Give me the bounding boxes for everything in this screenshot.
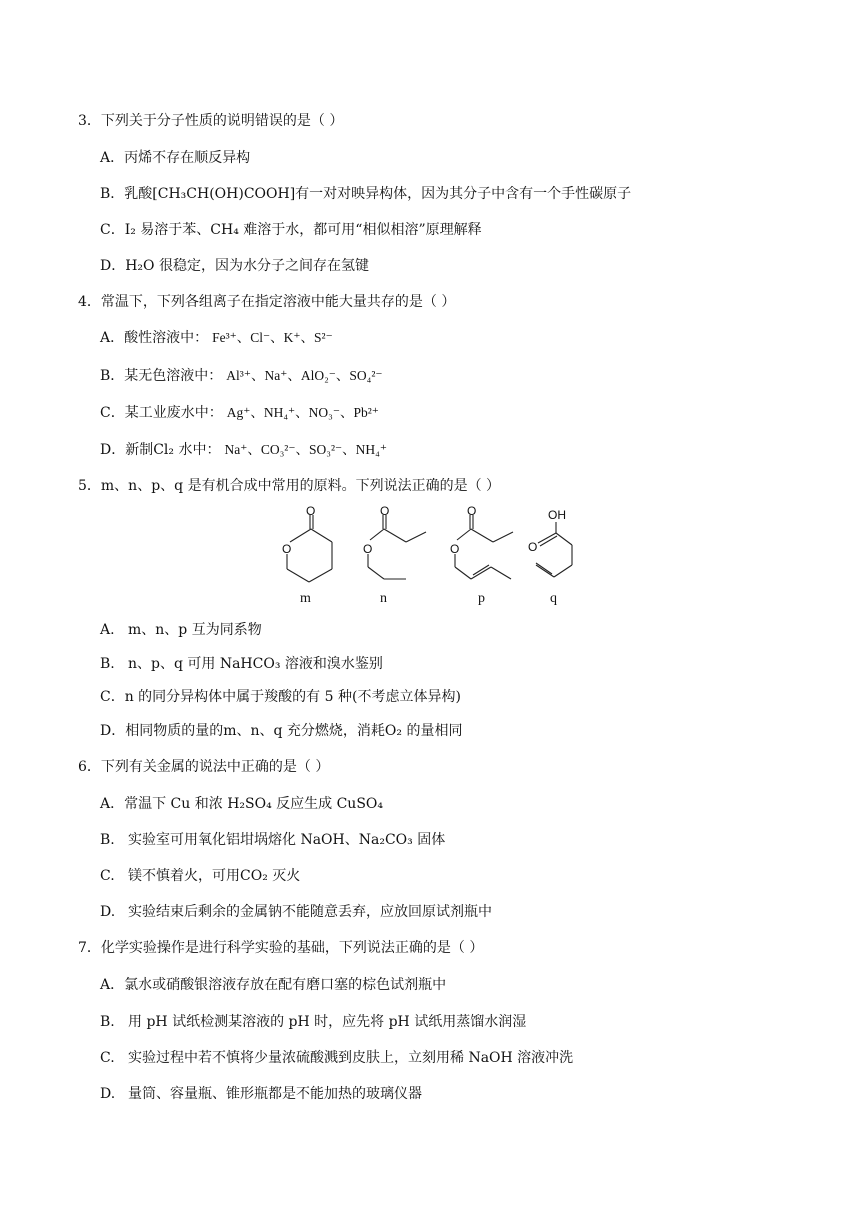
p-ester-o: O bbox=[450, 542, 460, 556]
q6-stem: 6．下列有关金属的说法中正确的是（ ） bbox=[78, 759, 330, 775]
q5-stem: 5．m、n、p、q 是有机合成中常用的原料。下列说法正确的是（ ） bbox=[78, 478, 501, 494]
q4-option-d-ions: Na⁺、CO₃²⁻、SO₃²⁻、NH₄⁺ bbox=[224, 442, 387, 457]
q4-option-c-label: C．某工业废水中： bbox=[100, 405, 223, 421]
q7-option-d bbox=[100, 1084, 422, 1104]
label-n: n bbox=[380, 591, 387, 606]
label-p: p bbox=[478, 591, 485, 606]
q4-option-d bbox=[100, 440, 387, 460]
q7-option-c-label: C. bbox=[100, 1050, 115, 1066]
q5-option-c: C．n 的同分异构体中属于羧酸的有 5 种(不考虑立体异构) bbox=[100, 689, 461, 705]
q3-option-a: A．丙烯不存在顺反异构 bbox=[100, 150, 251, 166]
n-carbonyl-o: O bbox=[380, 504, 390, 518]
q7-option-c bbox=[100, 1048, 573, 1068]
q3-stem: 3．下列关于分子性质的说明错误的是（ ） bbox=[78, 113, 344, 129]
q7-option-d-text: 量筒、容量瓶、锥形瓶都是不能加热的玻璃仪器 bbox=[128, 1086, 422, 1102]
q6-option-c-label: C. bbox=[100, 868, 115, 884]
q-hydroxyl: OH bbox=[548, 508, 566, 522]
q6-option-d bbox=[100, 902, 492, 922]
q7-option-c-text: 实验过程中若不慎将少量浓硫酸溅到皮肤上，立刻用稀 NaOH 溶液冲洗 bbox=[128, 1050, 574, 1066]
molecule-q bbox=[536, 522, 572, 577]
q4-option-a-label: A．酸性溶液中： bbox=[100, 330, 209, 346]
q7-option-a: A．氯水或硝酸银溶液存放在配有磨口塞的棕色试剂瓶中 bbox=[100, 977, 447, 993]
q4-option-b bbox=[100, 366, 383, 386]
p-carbonyl-o: O bbox=[467, 504, 477, 518]
q5-option-a-text: m、n、p 互为同系物 bbox=[128, 622, 262, 638]
q6-option-b-text: 实验室可用氧化铝坩埚熔化 NaOH、Na₂CO₃ 固体 bbox=[128, 832, 446, 848]
m-ring-o: O bbox=[282, 542, 292, 556]
q6-option-b bbox=[100, 830, 445, 850]
molecule-m bbox=[287, 515, 332, 582]
q6-option-d-text: 实验结束后剩余的金属钠不能随意丢弃，应放回原试剂瓶中 bbox=[128, 904, 492, 920]
q4-option-a bbox=[100, 328, 333, 348]
q6-option-a: A．常温下 Cu 和浓 H₂SO₄ 反应生成 CuSO₄ bbox=[100, 796, 384, 812]
q5-option-a bbox=[100, 620, 262, 640]
q4-option-a-ions: Fe³⁺、Cl⁻、K⁺、S²⁻ bbox=[212, 330, 333, 345]
q3-option-b: B．乳酸[CH₃CH(OH)COOH]有一对对映异构体，因为其分子中含有一个手性碳原子 bbox=[100, 186, 632, 202]
q3-option-d: D．H₂O 很稳定，因为水分子之间存在氢键 bbox=[100, 258, 369, 274]
q4-option-b-ions: Al³⁺、Na⁺、AlO₂⁻、SO₄²⁻ bbox=[226, 368, 383, 383]
q7-stem: 7．化学实验操作是进行科学实验的基础，下列说法正确的是（ ） bbox=[78, 940, 484, 956]
q5-option-b-text: n、p、q 可用 NaHCO₃ 溶液和溴水鉴别 bbox=[128, 656, 383, 672]
q7-option-b-text: 用 pH 试纸检测某溶液的 pH 时，应先将 pH 试纸用蒸馏水润湿 bbox=[128, 1014, 527, 1030]
q5-option-b-label: B. bbox=[100, 656, 115, 672]
q4-option-b-label: B．某无色溶液中： bbox=[100, 368, 223, 384]
q4-option-c-ions: Ag⁺、NH₄⁺、NO₃⁻、Pb²⁺ bbox=[226, 405, 379, 420]
q5-option-b bbox=[100, 654, 383, 674]
q7-option-b-label: B. bbox=[100, 1014, 115, 1030]
label-m: m bbox=[300, 591, 311, 606]
q4-option-c bbox=[100, 403, 379, 423]
q4-option-d-label: D．新制Cl₂ 水中： bbox=[100, 442, 221, 458]
q7-option-b bbox=[100, 1012, 526, 1032]
q5-option-d: D．相同物质的量的m、n、q 充分燃烧，消耗O₂ 的量相同 bbox=[100, 723, 463, 739]
q6-option-c bbox=[100, 866, 300, 886]
q5-option-a-label: A. bbox=[100, 622, 115, 638]
n-ester-o: O bbox=[363, 542, 373, 556]
label-q: q bbox=[550, 591, 557, 606]
structure-diagrams bbox=[270, 505, 590, 615]
q7-option-d-label: D. bbox=[100, 1086, 116, 1102]
q6-option-c-text: 镁不慎着火，可用CO₂ 灭火 bbox=[128, 868, 301, 884]
q3-option-c: C．I₂ 易溶于苯、CH₄ 难溶于水，都可用“相似相溶”原理解释 bbox=[100, 222, 482, 238]
q-carbonyl-o: O bbox=[528, 540, 538, 554]
molecule-n bbox=[368, 515, 426, 579]
m-carbonyl-o: O bbox=[306, 504, 316, 518]
q4-stem: 4．常温下，下列各组离子在指定溶液中能大量共存的是（ ） bbox=[78, 294, 456, 310]
q6-option-d-label: D. bbox=[100, 904, 116, 920]
molecule-p bbox=[455, 515, 513, 579]
q6-option-b-label: B. bbox=[100, 832, 115, 848]
q5-structures bbox=[270, 505, 590, 615]
